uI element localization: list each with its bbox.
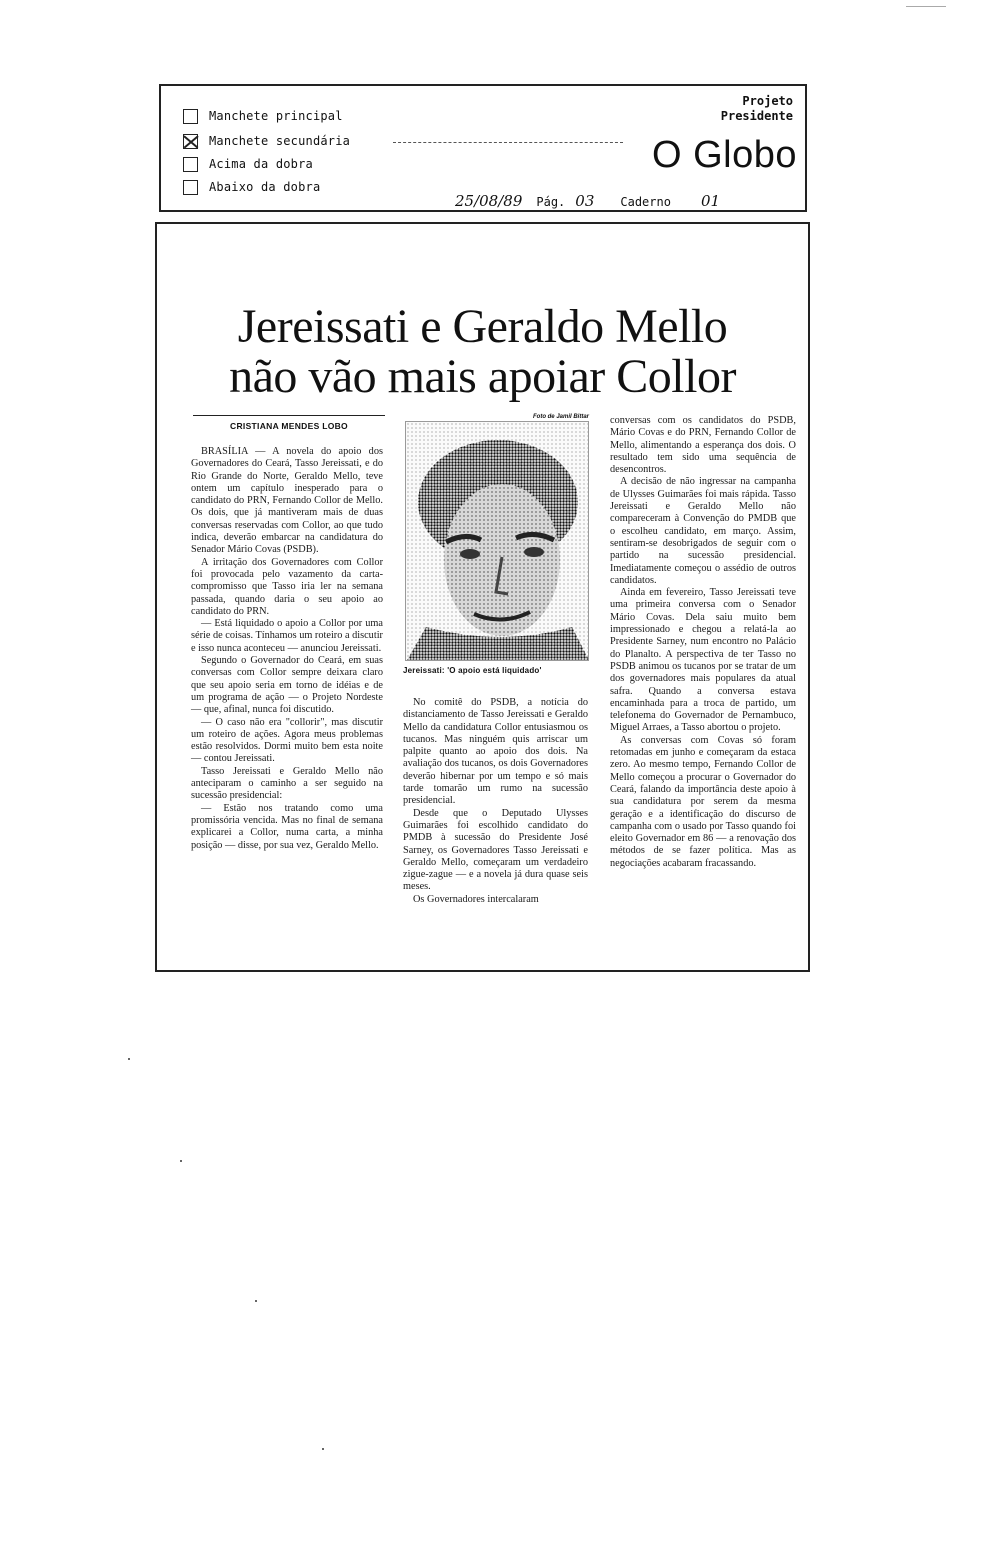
checkbox-label: Manchete secundária [209,134,351,148]
clipping-header [159,84,807,212]
divider [393,142,623,143]
paragraph: — Estão nos tratando como uma promissória vencida. Mas no final de semana explicarei a Collor, numa carta, a minha posição — disse, por sua vez, Geraldo Mello. [191,802,383,851]
paragraph: Desde que o Deputado Ulysses Guimarães foi escolhido candidato do PMDB à sucessão do Presidente José Sarney, os Governadores Tasso Jereissati e Geraldo Mello, começaram um verdadeiro zigue-zague — e a novela já dura quase seis meses. [403,807,588,893]
paragraph: Os Governadores intercalaram [413,893,539,905]
photo-credit: Foto de Jamil Bittar [532,414,589,420]
project-line-2: Presidente [720,109,793,123]
project-line-1: Projeto [742,94,793,108]
scan-speck [322,1448,324,1450]
article-column-3 [610,415,796,870]
scan-speck [180,1160,182,1162]
article-clipping [155,222,810,972]
page-label: Pág. [536,195,566,209]
headline [157,302,808,402]
checkbox-above-fold[interactable] [183,157,198,172]
checkbox-row-below-fold[interactable] [183,177,320,197]
headline-line-2: não vão mais apoiar Collor [229,350,736,403]
checkbox-label: Manchete principal [209,109,343,123]
article-column-2 [403,697,588,906]
paragraph: Ainda em fevereiro, Tasso Jereissati teve uma primeira conversa com o Senador Mário Covas. Dela saiu muito bem impressionado e chegou a relatá-la ao Presidente Sarney, num encontro no Palácio do Planalto. A perspectiva de ter Tasso no PSDB animou os tucanos por se tratar de um dos governadores mais populares da atual safra. Quando a conversa estava encaminhada para a troca de partido, um telefonema do Governador de Pernambuco, Miguel Arraes, a Tasso abortou o projeto. [610,587,796,734]
portrait-photo [405,421,589,661]
article-column-1 [191,446,383,852]
paragraph: — O caso não era "collorir", mas discutir um roteiro de ações. Agora meus problemas estão resolvidos. Dormi muito bem esta noite — contou Jereissati. [191,716,383,765]
paragraph: A decisão de não ingressar na campanha de Ulysses Guimarães foi mais rápida. Tasso Jereissati e Geraldo Mello não compareceram à Convenção do PMDB que o escolheu candidato, em março. Assim, sentiram-se desobrigados de seguir com o partido na sucessão presidencial. Imediatamente começou o assédio de outros candidatos. [610,476,796,586]
section-value: 01 [685,192,740,211]
photo-caption: Jereissati: 'O apoio está liquidado' [403,666,542,675]
checkbox-row-secondary-headline[interactable] [183,131,350,151]
paragraph: Segundo o Governador do Ceará, em suas conversas com Collor sempre deixara claro que seu apoio seria em torno de idéias e de um programa de ação — o Projeto Nordeste — que, afinal, nunca foi discutido. [191,655,383,716]
checkbox-below-fold[interactable] [183,180,198,195]
scan-speck [128,1058,130,1060]
paragraph: No comitê do PSDB, a notícia do distanciamento de Tasso Jereissati e Geraldo Mello da candidatura Collor entusiasmou os tucanos. Mas ninguém quis arriscar um palpite quanto ao apoio dos dois. Na avaliação dos tucanos, os dois Governadores deverão hibernar por um tempo e só mais tarde tomarão um rumo na sucessão presidencial. [403,697,588,807]
paragraph: As conversas com Covas só foram retomadas em junho e começaram da estaca zero. Ao mesmo tempo, Fernando Collor de Mello começou a procurar o Governador do Ceará, falando da importância deste apoio à sua candidatura por serem da mesma geração e a identificação do discurso de campanha com o usado por Tasso quando foi eleito Governador em 86 — a renovação dos métodos de se fazer política. Mas as negociações acabaram fracassando. [610,734,796,869]
paragraph: — Está liquidado o apoio a Collor por uma série de coisas. Tínhamos um roteiro a discutir e isso nunca aconteceu — anunciou Jereissati. [191,618,383,654]
byline: CRISTIANA MENDES LOBO [230,421,348,431]
paragraph: conversas com os candidatos do PSDB, Mário Covas e do PRN, Fernando Collor de Mello, alimentando a esperança dos dois. O resultado tem sido uma sequência de desencontros. [610,415,796,476]
headline-line-1: Jereissati e Geraldo Mello [237,300,728,353]
byline-rule [193,415,385,416]
paragraph: Tasso Jereissati e Geraldo Mello não anteciparam o caminho a ser seguido na sucessão presidencial: [191,765,383,802]
date-value: 25/08/89 [451,192,526,211]
section-label: Caderno [620,195,671,209]
newspaper-name: O Globo [651,134,797,176]
paragraph: BRASÍLIA — A novela do apoio dos Governadores do Ceará, Tasso Jereissati, e do Rio Grande do Norte, Geraldo Mello, teve ontem um capítulo inesperado para o candidato do PRN, Fernando Collor de Mello. Os dois, que já mantiveram mais de duas conversas reservadas com Collor, ao que tudo indica, deverão embarcar na candidatura do Senador Mário Covas (PSDB). [191,446,383,556]
checkbox-main-headline[interactable] [183,109,198,124]
page-value: 03 [571,192,598,211]
checkbox-secondary-headline[interactable] [183,134,198,149]
project-label [721,94,793,124]
checkbox-label: Acima da dobra [209,157,313,171]
checkbox-row-above-fold[interactable] [183,154,313,174]
clipping-meta [451,192,740,211]
paragraph: A irritação dos Governadores com Collor foi provocada pelo vazamento da carta-compromisso que Tasso iria ler na semana passada, quando daria o seu apoio ao candidato do PRN. [191,556,383,617]
scan-speck [255,1300,257,1302]
scan-speck [906,6,946,7]
checkbox-label: Abaixo da dobra [209,180,321,194]
portrait-illustration [406,422,589,661]
checkbox-row-main-headline[interactable] [183,106,343,126]
